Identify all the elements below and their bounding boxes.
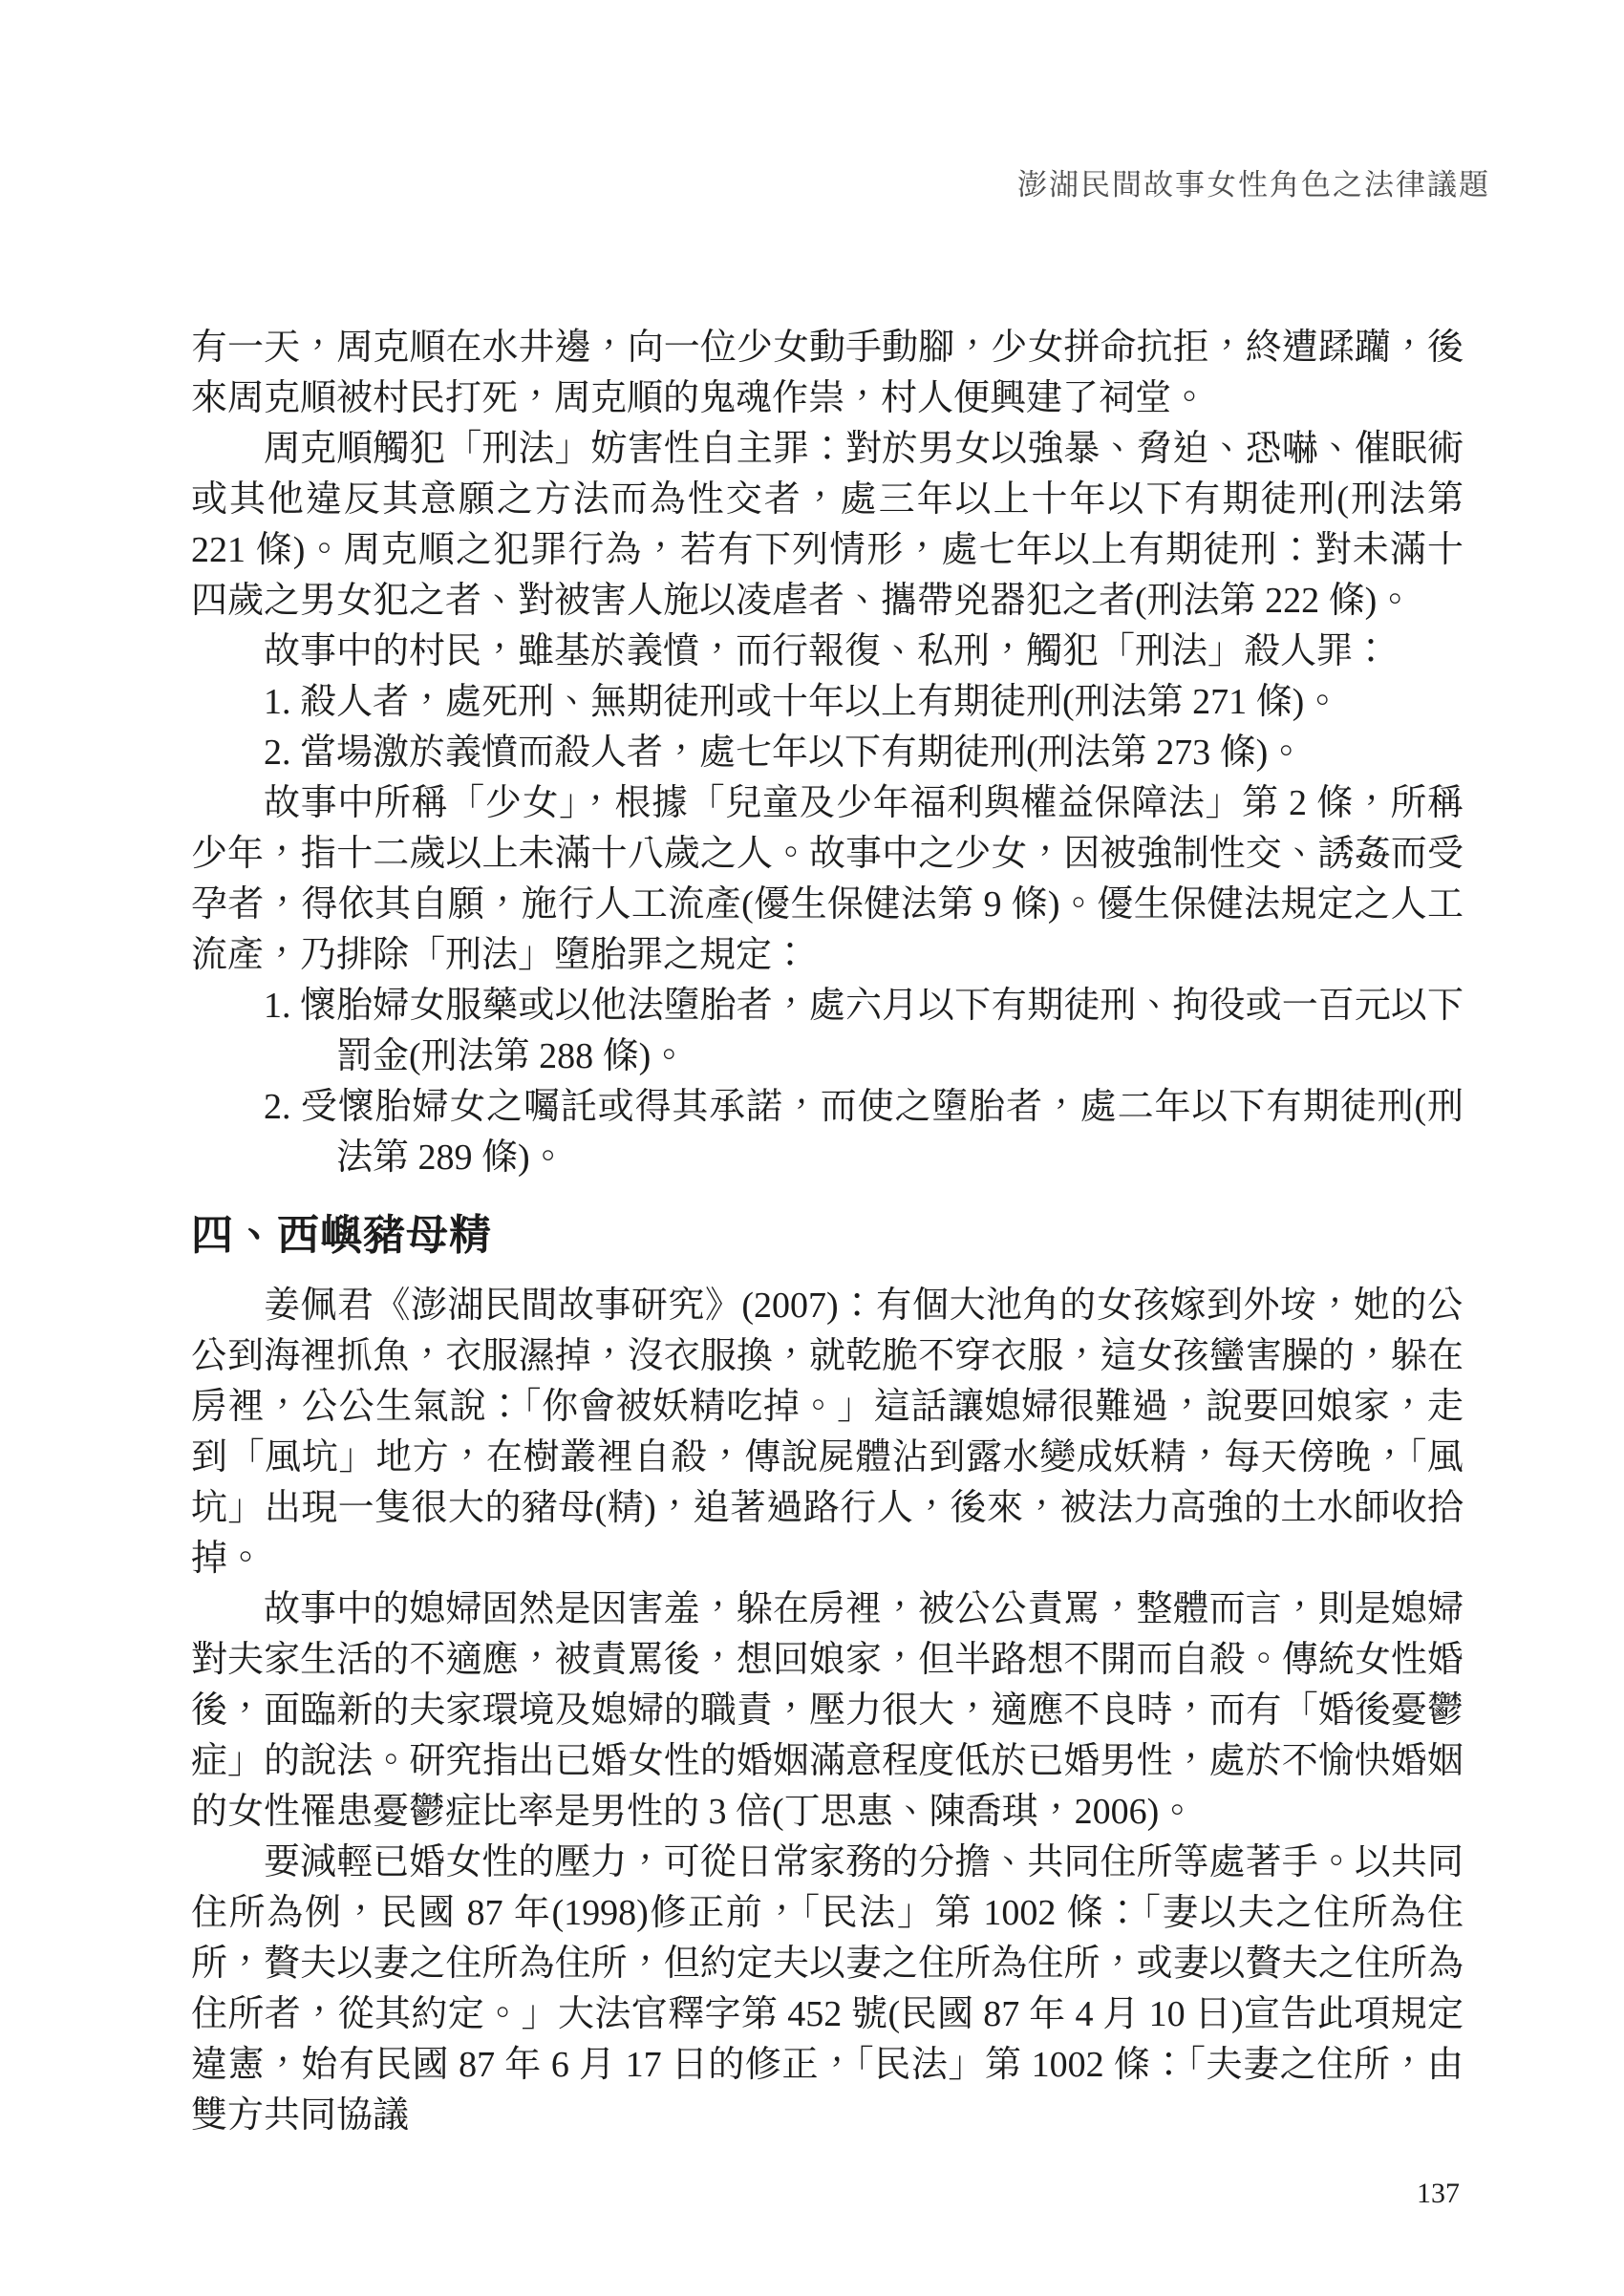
- body-paragraph: 姜佩君《澎湖民間故事研究》(2007)：有個大池角的女孩嫁到外垵，她的公公到海裡抓魚，衣服濕掉，沒衣服換，就乾脆不穿衣服，這女孩蠻害臊的，躲在房裡，公公生氣說：「你會被妖精吃掉。」這話讓媳婦很難過，說要回娘家，走到「風坑」地方，在樹叢裡自殺，傳說屍體沾到露水變成妖精，每天傍晚，「風坑」出現一隻很大的豬母(精)，追著過路行人，後來，被法力高強的土水師收拾掉。: [191, 1286, 1464, 1579]
- body-paragraph: 故事中的村民，雖基於義憤，而行報復、私刑，觸犯「刑法」殺人罪：: [264, 631, 1390, 671]
- body-paragraph: 故事中所稱「少女」，根據「兒童及少年福利與權益保障法」第 2 條，所稱少年，指十二歲以上未滿十八歲之人。故事中之少女，因被強制性交、誘姦而受孕者，得依其自願，施行人工流產(優生保健法第 9 條)。優生保健法規定之人工流產，乃排除「刑法」墮胎罪之規定：: [191, 783, 1464, 975]
- numbered-list-item: 1. 殺人者，處死刑、無期徒刑或十年以上有期徒刑(刑法第 271 條)。: [264, 682, 1341, 722]
- numbered-list-item: 1. 懷胎婦女服藥或以他法墮胎者，處六月以下有期徒刑、拘役或一百元以下罰金(刑法第 288 條)。: [264, 986, 1464, 1076]
- page-number: 137: [1417, 2178, 1460, 2209]
- running-header-title: 澎湖民間故事女性角色之法律議題: [1017, 168, 1490, 202]
- body-paragraph: 要減輕已婚女性的壓力，可從日常家務的分擔、共同住所等處著手。以共同住所為例，民國 87 年(1998)修正前，「民法」第 1002 條：「妻以夫之住所為住所，贅夫以妻之住所為住所，但約定夫以妻之住所為住所，或妻以贅夫之住所為住所者，從其約定。」大法官釋字第 452 號(民國 87 年 4 月 10 日)宣告此項規定違憲，始有民國 87 年 6 月 17 日的修正，「民法」第 1002 條：「夫妻之住所，由雙方共同協議: [191, 1842, 1464, 2136]
- body-paragraph: 故事中的媳婦固然是因害羞，躲在房裡，被公公責罵，整體而言，則是媳婦對夫家生活的不適應，被責罵後，想回娘家，但半路想不開而自殺。傳統女性婚後，面臨新的夫家環境及媳婦的職責，壓力很大，適應不良時，而有「婚後憂鬱症」的說法。研究指出已婚女性的婚姻滿意程度低於已婚男性，處於不愉快婚姻的女性罹患憂鬱症比率是男性的 3 倍(丁思惠、陳喬琪，2006)。: [191, 1589, 1464, 1832]
- body-paragraph: 周克順觸犯「刑法」妨害性自主罪：對於男女以強暴、脅迫、恐嚇、催眠術或其他違反其意願之方法而為性交者，處三年以上十年以下有期徒刑(刑法第 221 條)。周克順之犯罪行為，若有下列情形，處七年以上有期徒刑：對未滿十四歲之男女犯之者、對被害人施以凌虐者、攜帶兇器犯之者(刑法第 222 條)。: [191, 429, 1464, 621]
- numbered-list-item: 2. 當場激於義憤而殺人者，處七年以下有期徒刑(刑法第 273 條)。: [264, 733, 1305, 773]
- section-heading: 四、西嶼豬母精: [191, 1212, 492, 1259]
- numbered-list-item: 2. 受懷胎婦女之囑託或得其承諾，而使之墮胎者，處二年以下有期徒刑(刑法第 289 條)。: [264, 1087, 1464, 1178]
- body-paragraph: 有一天，周克順在水井邊，向一位少女動手動腳，少女拼命抗拒，終遭蹂躪，後來周克順被村民打死，周克順的鬼魂作祟，村人便興建了祠堂。: [191, 328, 1464, 418]
- article-body: [191, 323, 1464, 2141]
